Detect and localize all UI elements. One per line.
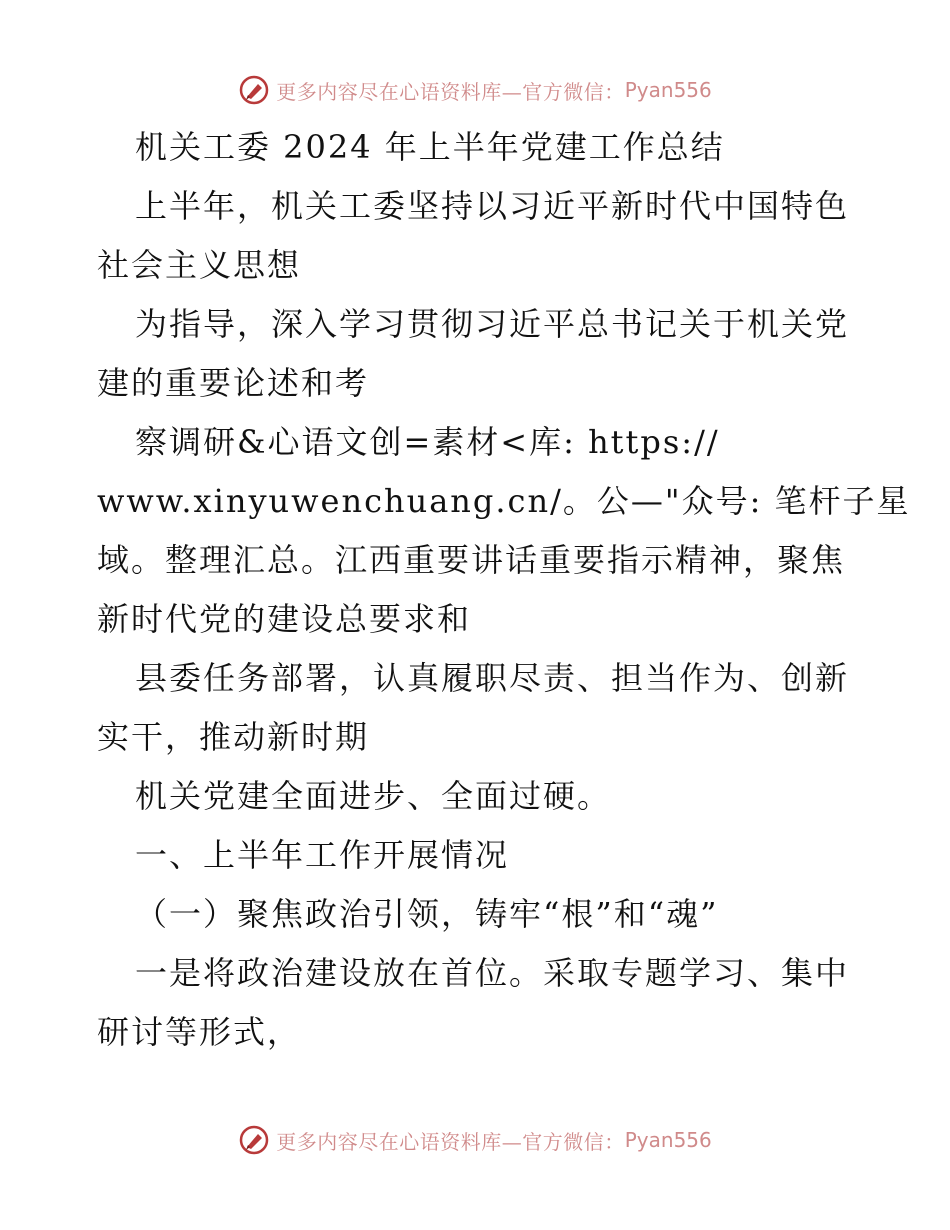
paragraph-line: 新时代党的建设总要求和: [97, 600, 472, 638]
paragraph-line: 上半年，机关工委坚持以习近平新时代中国特色: [135, 187, 850, 225]
pen-nib-logo-icon: [238, 1124, 270, 1156]
watermark-wechat-id: Pyan556: [624, 1128, 712, 1152]
subsection-heading: （一）聚焦政治引领，铸牢“根”和“魂”: [135, 895, 719, 933]
watermark-header: [0, 70, 950, 110]
document-title: 机关工委 2024 年上半年党建工作总结: [135, 128, 725, 166]
watermark-wechat-id: Pyan556: [624, 78, 712, 102]
paragraph-line: 域。整理汇总。江西重要讲话重要指示精神，聚焦: [97, 541, 846, 579]
paragraph-line: 建的重要论述和考: [97, 364, 370, 402]
watermark-text: 更多内容尽在心语资料库—官方微信：: [276, 1129, 625, 1154]
paragraph-line: 研讨等形式，: [97, 1013, 302, 1051]
section-heading: 一、上半年工作开展情况: [135, 836, 510, 874]
paragraph-line: 实干，推动新时期: [97, 718, 370, 756]
watermark-text: 更多内容尽在心语资料库—官方微信：: [276, 79, 625, 104]
paragraph-line: 县委任务部署，认真履职尽责、担当作为、创新: [135, 659, 850, 697]
paragraph-line: 为指导，深入学习贯彻习近平总书记关于机关党: [135, 305, 850, 343]
watermark-footer: [0, 1120, 950, 1160]
paragraph-line: 机关党建全面进步、全面过硬。: [135, 777, 612, 815]
paragraph-line: 社会主义思想: [97, 246, 302, 284]
paragraph-line: 一是将政治建设放在首位。采取专题学习、集中: [135, 954, 850, 992]
paragraph-line: www.xinyuwenchuang.cn/。公—"众号: 笔杆子星: [97, 482, 911, 520]
paragraph-line: 察调研&心语文创=素材<库: https://: [135, 423, 720, 461]
document-body: [97, 118, 911, 1062]
pen-nib-logo-icon: [238, 74, 270, 106]
